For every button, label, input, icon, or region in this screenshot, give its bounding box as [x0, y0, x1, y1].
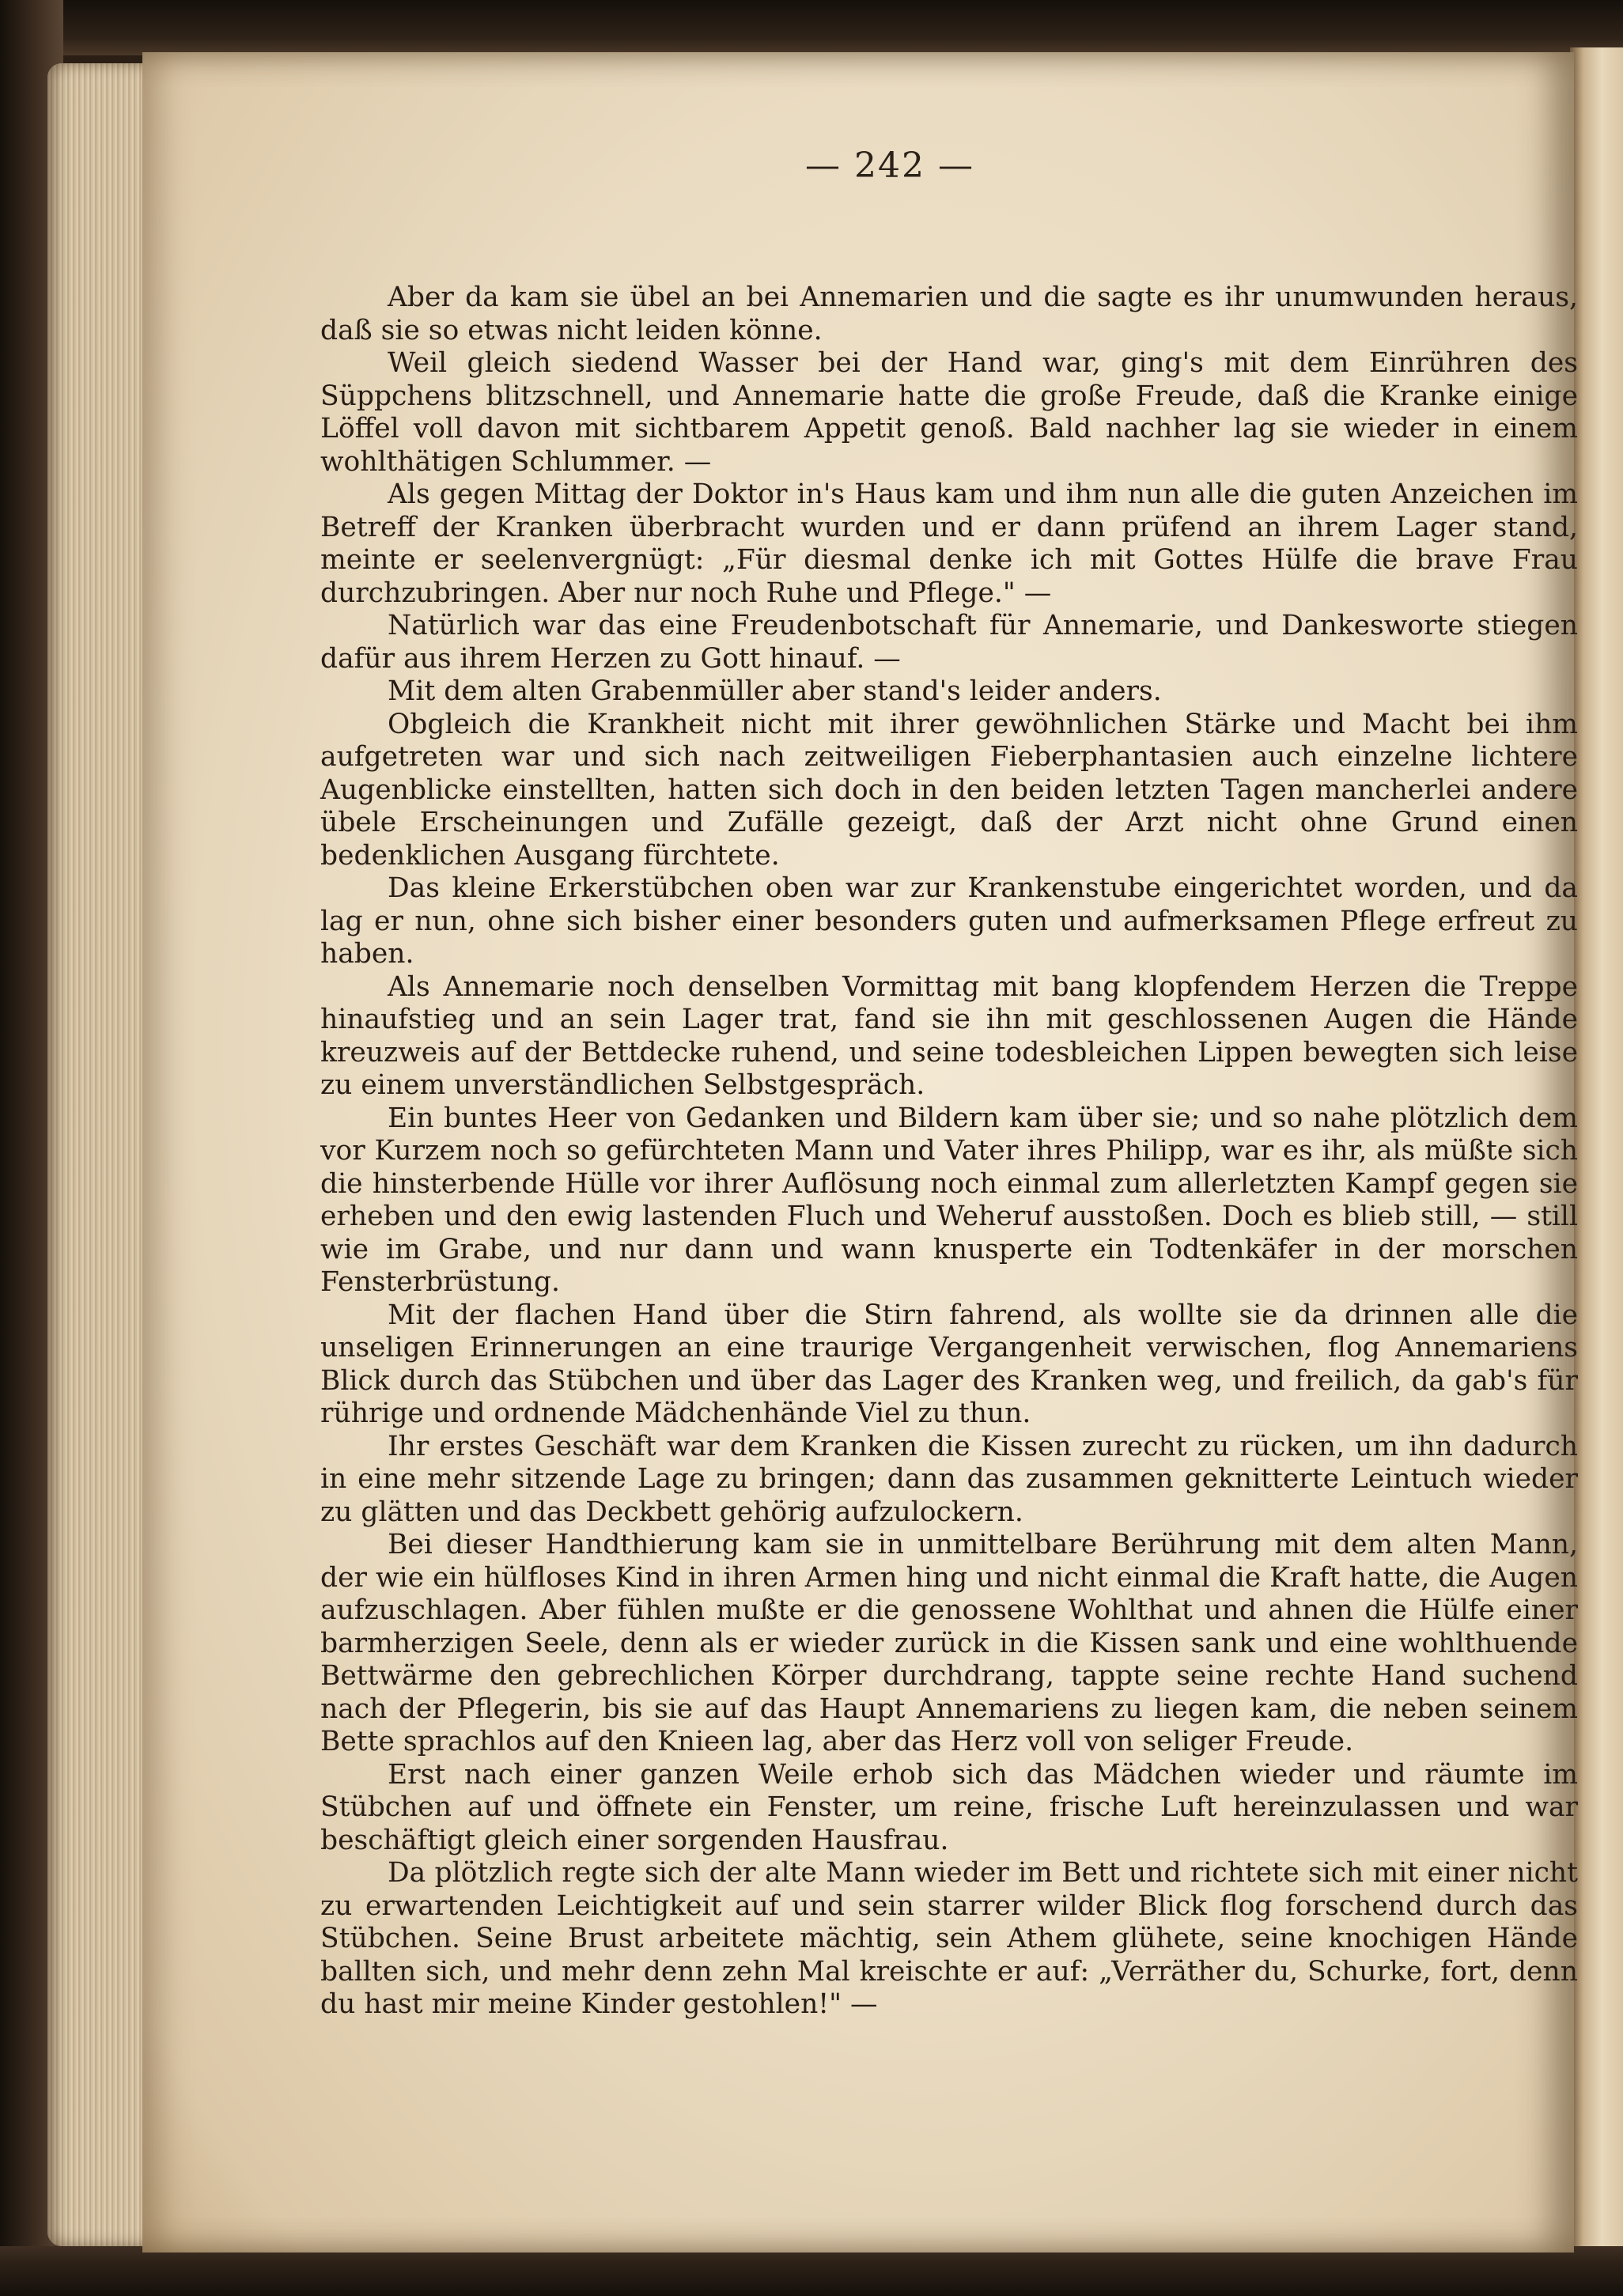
paragraph: Ihr erstes Geschäft war dem Kranken die Kissen zurecht zu rücken, um ihn dadurch in eine mehr sitzende Lage zu bringen; dann das zusammen geknitterte Leintuch wieder zu glätten und das Deckbett gehörig aufzulockern.	[320, 1430, 1578, 1528]
book-binding-bottom	[0, 2246, 1623, 2296]
body-text	[320, 282, 1578, 2022]
book-binding-top	[0, 0, 1623, 55]
paragraph: Weil gleich siedend Wasser bei der Hand war, ging's mit dem Einrühren des Süppchens blitzschnell, und Annemarie hatte die große Freude, daß die Kranke einige Löffel voll davon mit sichtbarem Appetit genoß. Bald nachher lag sie wieder in einem wohlthätigen Schlummer. —	[320, 347, 1578, 478]
book-page	[142, 52, 1578, 2253]
paragraph: Aber da kam sie übel an bei Annemarien und die sagte es ihr unumwunden heraus, daß sie so etwas nicht leiden könne.	[320, 282, 1578, 346]
paragraph: Obgleich die Krankheit nicht mit ihrer gewöhnlichen Stärke und Macht bei ihm aufgetreten war und sich nach zeitweiligen Fieberphantasien auch einzelne lichtere Augenblicke einstellten, hatten sich doch in den beiden letzten Tagen mancherlei andere übele Erscheinungen und Zufälle gezeigt, daß der Arzt nicht ohne Grund einen bedenklichen Ausgang fürchtete.	[320, 708, 1578, 872]
next-page-edge	[1570, 47, 1623, 2262]
paragraph: Mit der flachen Hand über die Stirn fahrend, als wollte sie da drinnen alle die unseligen Erinnerungen an eine traurige Vergangenheit verwischen, flog Annemariens Blick durch das Stübchen und über das Lager des Kranken weg, und freilich, da gab's für rührige und ordnende Mädchenhände Viel zu thun.	[320, 1299, 1578, 1429]
stacked-page-edges	[47, 63, 158, 2246]
paragraph: Natürlich war das eine Freudenbotschaft für Annemarie, und Dankesworte stiegen dafür aus ihrem Herzen zu Gott hinauf. —	[320, 610, 1578, 675]
paragraph: Erst nach einer ganzen Weile erhob sich das Mädchen wieder und räumte im Stübchen auf und öffnete ein Fenster, um reine, frische Luft hereinzulassen und war beschäftigt gleich einer sorgenden Hausfrau.	[320, 1758, 1578, 1856]
page-number: — 242 —	[805, 146, 974, 186]
paragraph: Bei dieser Handthierung kam sie in unmittelbare Berührung mit dem alten Mann, der wie ein hülfloses Kind in ihren Armen hing und nicht einmal die Kraft hatte, die Augen aufzuschlagen. Aber fühlen mußte er die genossene Wohlthat und ahnen die Hülfe einer barmherzigen Seele, denn als er wieder zurück in die Kissen sank und eine wohlthuende Bettwärme den gebrechlichen Körper durchdrang, tappte seine rechte Hand suchend nach der Pflegerin, bis sie auf das Haupt Annemariens zu liegen kam, die neben seinem Bette sprachlos auf den Knieen lag, aber das Herz voll von seliger Freude.	[320, 1529, 1578, 1757]
paragraph: Das kleine Erkerstübchen oben war zur Krankenstube eingerichtet worden, und da lag er nun, ohne sich bisher einer besonders guten und aufmerksamen Pflege erfreut zu haben.	[320, 872, 1578, 970]
paragraph: Da plötzlich regte sich der alte Mann wieder im Bett und richtete sich mit einer nicht zu erwartenden Leichtigkeit auf und sein starrer wilder Blick flog forschend durch das Stübchen. Seine Brust arbeitete mächtig, sein Athem glühete, seine knochigen Hände ballten sich, und mehr denn zehn Mal kreischte er auf: „Verräther du, Schurke, fort, denn du hast mir meine Kinder gestohlen!" —	[320, 1857, 1578, 2020]
paragraph: Mit dem alten Grabenmüller aber stand's leider anders.	[388, 675, 1162, 707]
paragraph: Als gegen Mittag der Doktor in's Haus kam und ihm nun alle die guten Anzeichen im Betreff der Kranken überbracht wurden und er dann prüfend an ihrem Lager stand, meinte er seelenvergnügt: „Für diesmal denke ich mit Gottes Hülfe die brave Frau durchzubringen. Aber nur noch Ruhe und Pflege." —	[320, 478, 1578, 609]
paragraph: Als Annemarie noch denselben Vormittag mit bang klopfendem Herzen die Treppe hinaufstieg und an sein Lager trat, fand sie ihn mit geschlossenen Augen die Hände kreuzweis auf der Bettdecke ruhend, und seine todesbleichen Lippen bewegten sich leise zu einem unverständlichen Selbstgespräch.	[320, 970, 1578, 1101]
paragraph: Ein buntes Heer von Gedanken und Bildern kam über sie; und so nahe plötzlich dem vor Kurzem noch so gefürchteten Mann und Vater ihres Philipp, war es ihr, als müßte sich die hinsterbende Hülle vor ihrer Auflösung noch einmal zum allerletzten Kampf gegen sie erheben und den ewig lastenden Fluch und Weheruf ausstoßen. Doch es blieb still, — still wie im Grabe, und nur dann und wann knusperte ein Todtenkäfer in der morschen Fensterbrüstung.	[320, 1102, 1578, 1298]
